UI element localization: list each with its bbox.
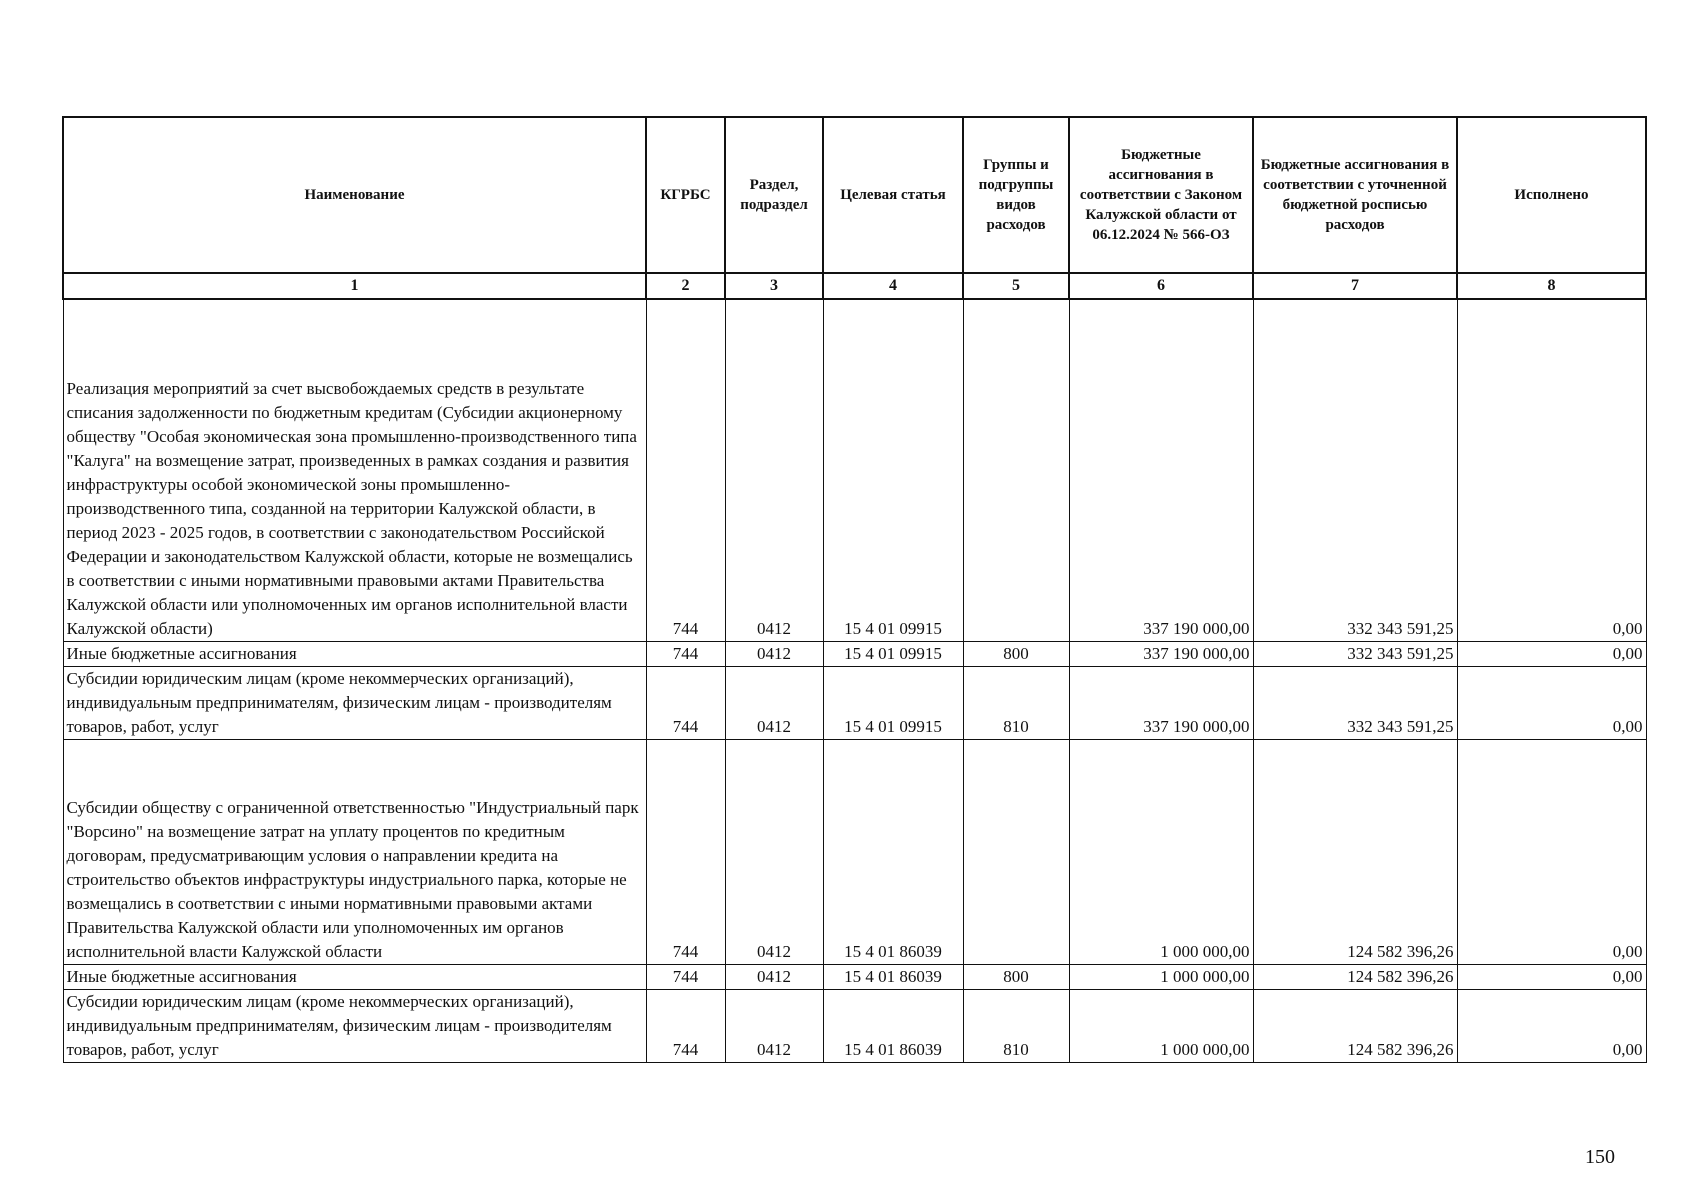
budget-table — [62, 116, 1647, 1063]
column-number: 8 — [1457, 273, 1646, 299]
row-target-article: 15 4 01 09915 — [823, 299, 963, 641]
header-razdel: Раздел, подраздел — [725, 117, 823, 273]
row-kgrbs: 744 — [646, 989, 725, 1062]
header-target-article: Целевая статья — [823, 117, 963, 273]
row-name: Субсидии юридическим лицам (кроме некоммерческих организаций), индивидуальным предпринимателям, физическим лицам - производителям товаров, работ, услуг — [63, 666, 646, 739]
header-kgrbs: КГРБС — [646, 117, 725, 273]
row-schedule-amount: 332 343 591,25 — [1253, 641, 1457, 666]
row-name: Реализация мероприятий за счет высвобождаемых средств в результате списания задолженности по бюджетным кредитам (Субсидии акционерному обществу "Особая экономическая зона промышленно-производственного типа "Калуга" на возмещение затрат, произведенных в рамках создания и развития инфраструктуры особой экономической зоны промышленно-производственного типа, созданной на территории Калужской области, в период 2023 - 2025 годов, в соответствии с законодательством Российской Федерации и законодательством Калужской области, которые не возмещались в соответствии с иными нормативными правовыми актами Правительства Калужской области или уполномоченных им органов исполнительной власти Калужской области) — [63, 299, 646, 641]
header-schedule-allocations: Бюджетные ассигнования в соответствии с уточненной бюджетной росписью расходов — [1253, 117, 1457, 273]
header-law-allocations: Бюджетные ассигнования в соответствии с Законом Калужской области от 06.12.2024 № 566-ОЗ — [1069, 117, 1253, 273]
row-razdel: 0412 — [725, 641, 823, 666]
row-schedule-amount: 124 582 396,26 — [1253, 739, 1457, 964]
row-razdel: 0412 — [725, 666, 823, 739]
header-row — [63, 117, 1646, 273]
row-kgrbs: 744 — [646, 739, 725, 964]
row-schedule-amount: 124 582 396,26 — [1253, 964, 1457, 989]
row-name: Иные бюджетные ассигнования — [63, 641, 646, 666]
row-executed-amount: 0,00 — [1457, 299, 1646, 641]
row-expense-group: 810 — [963, 666, 1069, 739]
column-number: 1 — [63, 273, 646, 299]
row-law-amount: 337 190 000,00 — [1069, 641, 1253, 666]
row-target-article: 15 4 01 86039 — [823, 964, 963, 989]
column-number-row — [63, 273, 1646, 299]
table-row — [63, 739, 1646, 964]
row-executed-amount: 0,00 — [1457, 989, 1646, 1062]
header-name: Наименование — [63, 117, 646, 273]
row-law-amount: 337 190 000,00 — [1069, 299, 1253, 641]
row-expense-group: 810 — [963, 989, 1069, 1062]
page-number: 150 — [1585, 1146, 1615, 1168]
column-number: 2 — [646, 273, 725, 299]
row-name: Субсидии обществу с ограниченной ответственностью "Индустриальный парк "Ворсино" на возмещение затрат на уплату процентов по кредитным договорам, предусматривающим условия о направлении кредита на строительство объектов инфраструктуры индустриального парка, которые не возмещались в соответствии с иными нормативными правовыми актами Правительства Калужской области или уполномоченных им органов исполнительной власти Калужской области — [63, 739, 646, 964]
row-target-article: 15 4 01 86039 — [823, 739, 963, 964]
row-schedule-amount: 332 343 591,25 — [1253, 299, 1457, 641]
header-expense-groups: Группы и подгруппы видов расходов — [963, 117, 1069, 273]
row-expense-group — [963, 299, 1069, 641]
row-executed-amount: 0,00 — [1457, 666, 1646, 739]
row-target-article: 15 4 01 09915 — [823, 641, 963, 666]
row-law-amount: 1 000 000,00 — [1069, 964, 1253, 989]
table-row — [63, 989, 1646, 1062]
column-number: 4 — [823, 273, 963, 299]
column-number: 7 — [1253, 273, 1457, 299]
row-kgrbs: 744 — [646, 641, 725, 666]
row-law-amount: 337 190 000,00 — [1069, 666, 1253, 739]
column-number: 5 — [963, 273, 1069, 299]
row-name: Субсидии юридическим лицам (кроме некоммерческих организаций), индивидуальным предпринимателям, физическим лицам - производителям товаров, работ, услуг — [63, 989, 646, 1062]
row-target-article: 15 4 01 09915 — [823, 666, 963, 739]
row-expense-group: 800 — [963, 964, 1069, 989]
row-razdel: 0412 — [725, 739, 823, 964]
table-row — [63, 666, 1646, 739]
column-number: 6 — [1069, 273, 1253, 299]
row-razdel: 0412 — [725, 964, 823, 989]
row-kgrbs: 744 — [646, 964, 725, 989]
row-kgrbs: 744 — [646, 299, 725, 641]
row-razdel: 0412 — [725, 989, 823, 1062]
row-razdel: 0412 — [725, 299, 823, 641]
table-row — [63, 299, 1646, 641]
row-expense-group — [963, 739, 1069, 964]
row-schedule-amount: 124 582 396,26 — [1253, 989, 1457, 1062]
row-law-amount: 1 000 000,00 — [1069, 739, 1253, 964]
row-kgrbs: 744 — [646, 666, 725, 739]
row-law-amount: 1 000 000,00 — [1069, 989, 1253, 1062]
table-row — [63, 641, 1646, 666]
header-executed: Исполнено — [1457, 117, 1646, 273]
column-number: 3 — [725, 273, 823, 299]
row-name: Иные бюджетные ассигнования — [63, 964, 646, 989]
row-executed-amount: 0,00 — [1457, 739, 1646, 964]
row-executed-amount: 0,00 — [1457, 641, 1646, 666]
row-schedule-amount: 332 343 591,25 — [1253, 666, 1457, 739]
row-expense-group: 800 — [963, 641, 1069, 666]
row-executed-amount: 0,00 — [1457, 964, 1646, 989]
row-target-article: 15 4 01 86039 — [823, 989, 963, 1062]
table-row — [63, 964, 1646, 989]
